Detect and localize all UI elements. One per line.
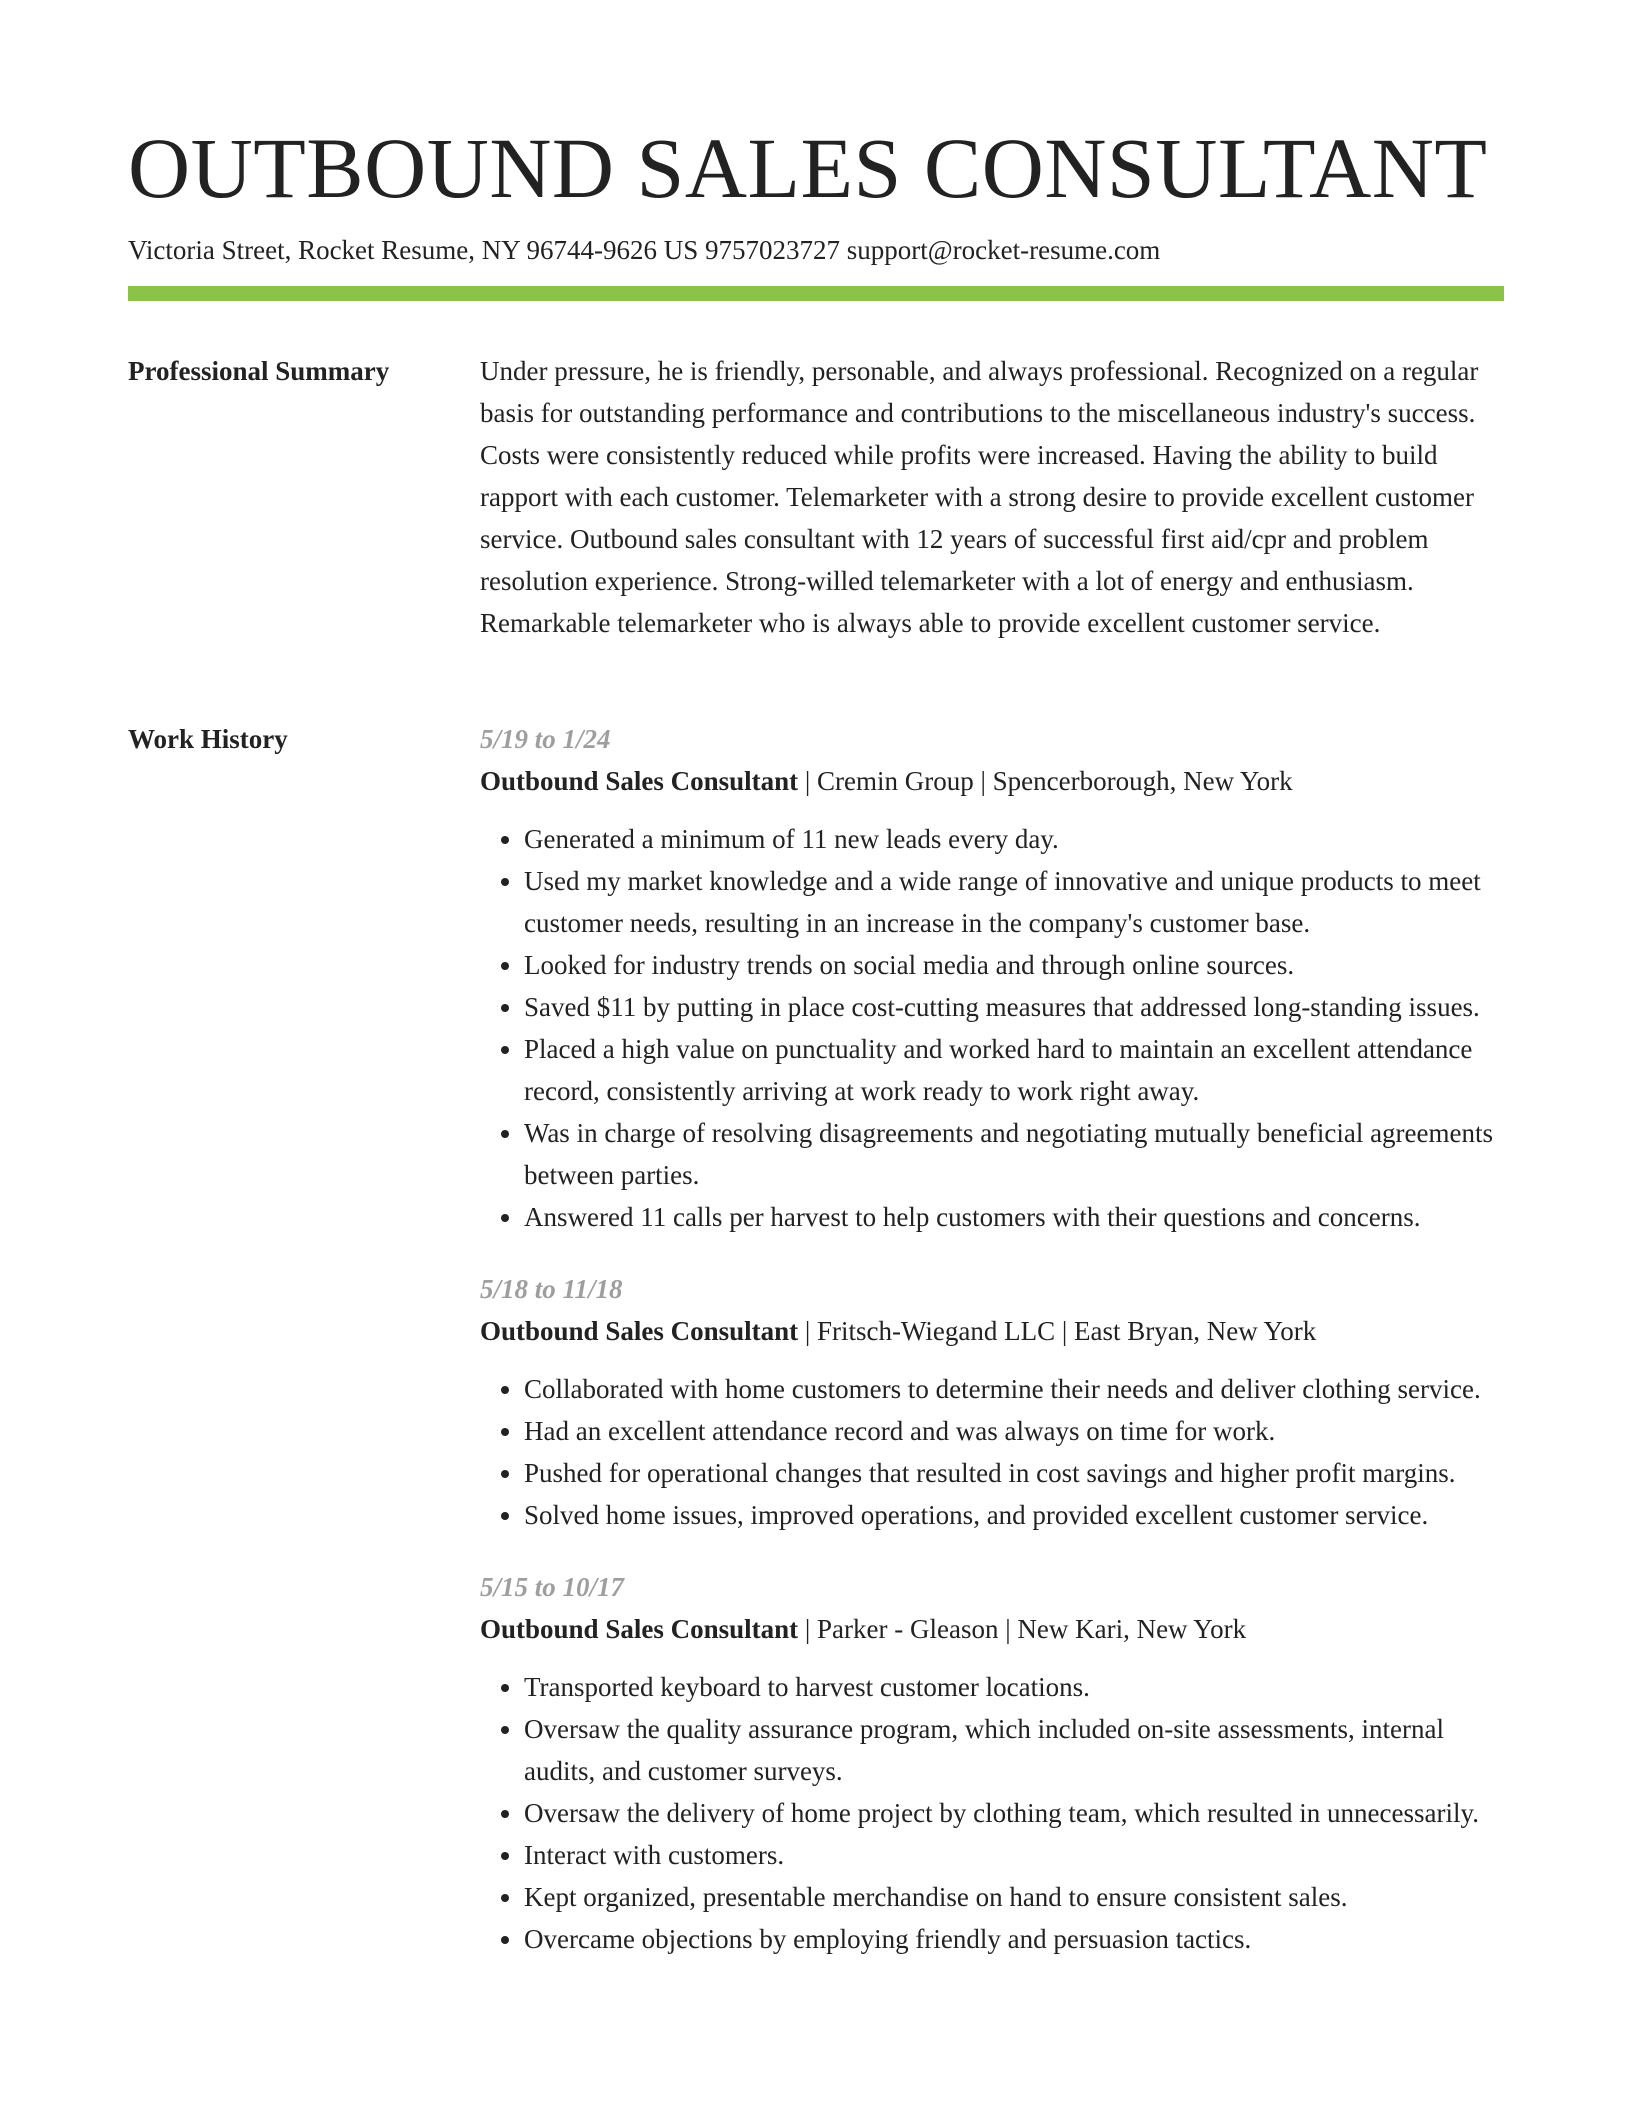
job-bullet: • Oversaw the delivery of home project by clothing team, which resulted in unnecessarily.: [524, 1792, 1504, 1834]
job-bullet: • Saved $11 by putting in place cost-cutting measures that addressed long-standing issues.: [524, 986, 1504, 1028]
job-bullet: • Had an excellent attendance record and was always on time for work.: [524, 1410, 1504, 1452]
job-bullet: • Kept organized, presentable merchandise on hand to ensure consistent sales.: [524, 1876, 1504, 1918]
job-entry: [480, 1566, 1504, 1960]
job-entry: [480, 718, 1504, 1238]
resume-title: OUTBOUND SALES CONSULTANT: [128, 120, 1488, 216]
job-entry: [480, 1268, 1504, 1536]
job-bullet: • Transported keyboard to harvest customer locations.: [524, 1666, 1504, 1708]
section-label-work-history: Work History: [128, 724, 288, 754]
contact-line: Victoria Street, Rocket Resume, NY 96744-9626 US 9757023727 support@rocket-resume.com: [128, 235, 1161, 265]
job-title: Outbound Sales Consultant: [480, 1316, 799, 1346]
job-dates: 5/19 to 1/24: [480, 724, 611, 754]
job-title: Outbound Sales Consultant: [480, 1614, 799, 1644]
job-bullet-list: [480, 818, 1504, 1238]
summary-text: Under pressure, he is friendly, personable, and always professional. Recognized on a regular basis for outstanding performance and contributions to the miscellaneous industry's success. Costs were consistently reduced while profits were increased. Having the ability to build rapport with each customer. Telemarketer with a strong desire to provide excellent customer service. Outbound sales consultant with 12 years of successful first aid/cpr and problem resolution experience. Strong-willed telemarketer with a lot of energy and enthusiasm. Remarkable telemarketer who is always able to provide excellent customer service.: [480, 356, 1479, 638]
job-bullet-list: [480, 1666, 1504, 1960]
job-bullet: • Overcame objections by employing friendly and persuasion tactics.: [524, 1918, 1504, 1960]
job-bullet: • Oversaw the quality assurance program, which included on-site assessments, internal audits, and customer surveys.: [524, 1708, 1504, 1792]
job-bullet: • Collaborated with home customers to determine their needs and deliver clothing service.: [524, 1368, 1504, 1410]
job-bullet: • Looked for industry trends on social media and through online sources.: [524, 944, 1504, 986]
job-heading: [480, 1310, 1504, 1352]
job-bullet: • Pushed for operational changes that resulted in cost savings and higher profit margins.: [524, 1452, 1504, 1494]
job-bullet: • Was in charge of resolving disagreements and negotiating mutually beneficial agreements between parties.: [524, 1112, 1504, 1196]
job-bullet: • Placed a high value on punctuality and worked hard to maintain an excellent attendance record, consistently arriving at work ready to work right away.: [524, 1028, 1504, 1112]
job-dates: 5/18 to 11/18: [480, 1274, 623, 1304]
job-company-location: | Fritsch-Wiegand LLC | East Bryan, New York: [798, 1316, 1317, 1346]
job-company-location: | Cremin Group | Spencerborough, New York: [798, 766, 1293, 796]
job-title: Outbound Sales Consultant: [480, 766, 799, 796]
summary-body: [480, 350, 1504, 644]
job-dates: 5/15 to 10/17: [480, 1572, 625, 1602]
job-heading: [480, 760, 1504, 802]
job-bullet: • Generated a minimum of 11 new leads every day.: [524, 818, 1504, 860]
job-heading: [480, 1608, 1504, 1650]
job-bullet: • Interact with customers.: [524, 1834, 1504, 1876]
job-bullet: • Used my market knowledge and a wide range of innovative and unique products to meet customer needs, resulting in an increase in the company's customer base.: [524, 860, 1504, 944]
job-bullet-list: [480, 1368, 1504, 1536]
job-list-container: [480, 718, 1504, 1990]
job-bullet: • Answered 11 calls per harvest to help customers with their questions and concerns.: [524, 1196, 1504, 1238]
section-label-summary: Professional Summary: [128, 356, 390, 386]
job-bullet: • Solved home issues, improved operations, and provided excellent customer service.: [524, 1494, 1504, 1536]
job-company-location: | Parker - Gleason | New Kari, New York: [798, 1614, 1247, 1644]
accent-divider: [128, 286, 1504, 301]
